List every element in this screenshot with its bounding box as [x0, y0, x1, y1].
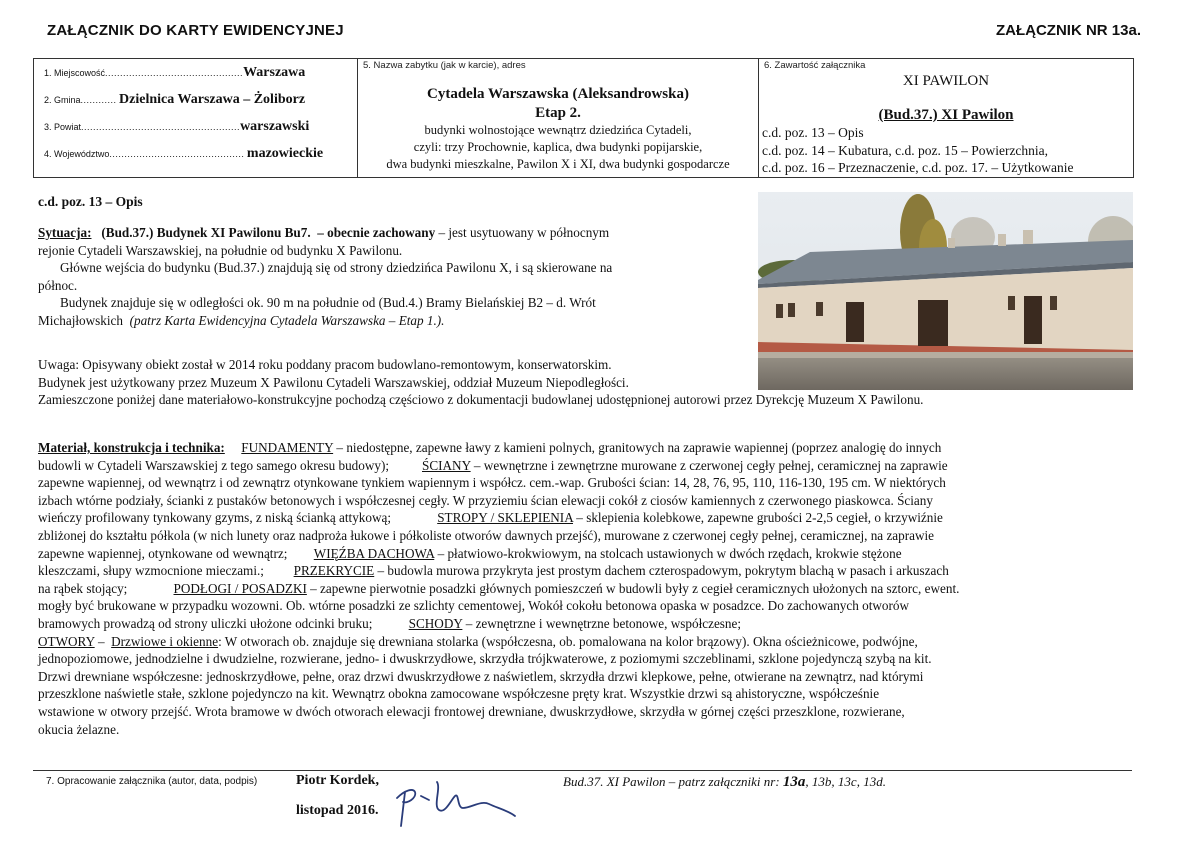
- footer-author: Piotr Kordek,: [296, 773, 379, 788]
- subheading: ŚCIANY: [422, 457, 471, 473]
- footer-date: listopad 2016.: [296, 803, 379, 818]
- monument-cell: [358, 59, 758, 177]
- footer-reference: Bud.37. XI Pawilon – patrz załączniki nr: 13a, 13b, 13c, 13d.: [563, 774, 886, 790]
- text-line: Główne wejścia do budynku (Bud.37.) znajdują się od strony dziedzińca Pawilonu X, i są skierowane na: [60, 260, 613, 276]
- subheading: STROPY / SKLEPIENIA: [437, 510, 573, 526]
- contents-cell: [759, 59, 1133, 177]
- text-line: izbach wtórne podziały, ścianki z pustaków betonowych i współczesnej cegły. W przyziemiu ścian elewacji cokół z ciosów kamiennych z czerwonego piaskowca. Ściany: [38, 492, 933, 508]
- subheading: PODŁOGI / POSADZKI: [173, 580, 307, 596]
- monument-desc: budynki wolnostojące wewnątrz dziedzińca Cytadeli,: [424, 123, 692, 137]
- contents-item: c.d. poz. 13 – Opis: [762, 125, 864, 140]
- text-line: Materiał, konstrukcja i technika: FUNDAMENTY – niedostępne, zapewne ławy z kamieni polnych, granitowych na zaprawie wapiennej (poprzez analogię do innych: [38, 440, 942, 455]
- contents-item: c.d. poz. 16 – Przeznaczenie, c.d. poz. 17. – Użytkowanie: [762, 160, 1074, 175]
- text-line: zapewne wapiennej, otynkowane od wewnątrz; WIĘŹBA DACHOWA – płatwiowo-krokwiowym, na stolcach ustawionych w dwóch rzędach, krokwie stężone: [38, 545, 902, 561]
- section-title: c.d. poz. 13 – Opis: [38, 194, 143, 209]
- building-title: (Bud.37.) XI Pawilon: [878, 107, 1014, 123]
- situation-label: Sytuacja:: [38, 225, 92, 240]
- text-line: Drzwi drewniane współczesne: jednoskrzydłowe, pełne, oraz drzwi dwuskrzydłowe z naświetlem, skrzydła drzwi klepkowe, pełne, otwierane na zewnątrz, nad którymi: [38, 668, 924, 684]
- monument-label: 5. Nazwa zabytku (jak w karcie), adres: [363, 60, 526, 71]
- subheading: OTWORY: [38, 633, 95, 649]
- pavilion-title: XI PAWILON: [902, 73, 990, 89]
- text-line: Michajłowskich (patrz Karta Ewidencyjna Cytadela Warszawska – Etap 1.).: [38, 312, 445, 328]
- text-line: mogły być brukowane w przypadku wozowni. Ob. wtórne posadzki ze szlichty cementowej, Wokół cokołu betonowa opaska w posadzce. Do zachowanych otworów: [38, 598, 910, 614]
- identification-table: [33, 58, 1134, 178]
- field-locality: 1. Miejscowość..............................................Warszawa: [44, 65, 306, 80]
- text-line: Sytuacja: (Bud.37.) Budynek XI Pawilonu Bu7. – obecnie zachowany – jest usytuowany w północnym: [38, 225, 610, 240]
- footer-label: 7. Opracowanie załącznika (autor, data, podpis): [46, 776, 258, 787]
- subheading: WIĘŹBA DACHOWA: [313, 545, 435, 561]
- subheading: SCHODY: [408, 615, 463, 631]
- field-county: 3. Powiat.....................................................warszawski: [44, 119, 310, 134]
- field-voivodeship: 4. Województwo............................................. mazowieckie: [44, 146, 324, 161]
- situation-status: – obecnie zachowany: [317, 225, 436, 240]
- text-line: OTWORY – Drzwiowe i okienne: W otworach ob. znajduje się drewniana stolarka (współczesna, ob. pomalowana na kolor brązowy). Okna ościeżnicowe, podwójne,: [38, 633, 918, 649]
- situation-text: [38, 224, 748, 330]
- subheading: Drzwiowe i okienne: [111, 633, 219, 649]
- text-line: na rąbek stojący; PODŁOGI / POSADZKI – zapewne pierwotnie posadzki głównych pomieszczeń w budowli były z cegieł ceramicznych ułożonych na sztorc, ewent.: [38, 580, 960, 596]
- contents-label: 6. Zawartość załącznika: [764, 60, 866, 71]
- monument-desc: dwa budynki mieszkalne, Pawilon X i XI, dwa budynki gospodarcze: [386, 157, 730, 171]
- text-line: zapewne wapiennej, od wewnątrz i od zewnątrz otynkowane tynkiem wapiennym i współcz. cem.-wap. Grubości ścian: 14, 28, 76, 95, 110, 116-130, 195 cm. W niektórych: [38, 475, 946, 491]
- attachment-number: ZAŁĄCZNIK NR 13a.: [995, 22, 1141, 39]
- text-line: zbliżonej do kształtu półkola (w nich lunety oraz nadproża łukowe i półkoliste otworów dawnych przejść), murowane z czerwonej cegły pełnej, ceramicznej, na zaprawie: [38, 527, 935, 543]
- text-line: północ.: [38, 277, 78, 293]
- text-line: Budynek jest użytkowany przez Muzeum X Pawilonu Cytadeli Warszawskiej, oddział Muzeum Niepodległości.: [38, 374, 629, 390]
- text-line: wieńczy profilowany tynkowany gzyms, z niską ścianką attykową; STROPY / SKLEPIENIA – sklepienia kolebkowe, zapewne grubości 2-2,5 cegieł, o krzywiźnie: [38, 510, 943, 526]
- signature-image: [385, 770, 525, 830]
- text-line: Zamieszczone poniżej dane materiałowo-konstrukcyjne pochodzą częściowo z dokumentacji budowlanej udostępnionej autorowi przez Dyrekcję Muzeum X Pawilonu.: [38, 392, 924, 408]
- text-line: rejonie Cytadeli Warszawskiej, na południe od budynku X Pawilonu.: [38, 242, 403, 258]
- text-line: Budynek znajduje się w odległości ok. 90 m na południe od (Bud.4.) Bramy Bielańskiej B2 – d. Wrót: [60, 295, 596, 311]
- subheading: FUNDAMENTY: [241, 440, 334, 455]
- text-line: bramowych prowadzą od strony uliczki ułożone odcinki bruku; SCHODY – zewnętrzne i wewnętrzne betonowe, współczesne;: [38, 615, 742, 631]
- material-text: [38, 439, 1123, 738]
- text-line: okucia żelazne.: [38, 721, 120, 737]
- page-title: ZAŁĄCZNIK DO KARTY EWIDENCYJNEJ: [47, 22, 344, 39]
- field-commune: 2. Gmina............ Dzielnica Warszawa – Żoliborz: [44, 92, 306, 107]
- text-line: budowli w Cytadeli Warszawskiej z tego samego okresu budowy); ŚCIANY – wewnętrzne i zewnętrzne murowane z czerwonej cegły pełnej, ceramicznej na zaprawie: [38, 457, 948, 473]
- text-line: jednopoziomowe, jednodzielne i dwudzielne, rozwierane, jedno- i dwuskrzydłowe, skrzydła trójkwaterowe, z poziomymi szczeblinami, szklone pojedynczą szybą na kit.: [38, 651, 932, 667]
- text-line: wstawione w otwory przejść. Wrota bramowe w dwóch otworach elewacji frontowej drewniane, dwuskrzydłowe, skrzydła w górnej części przeszklone, rozwierane,: [38, 703, 905, 719]
- monument-desc: czyli: trzy Prochownie, kaplica, dwa budynki popijarskie,: [413, 140, 703, 154]
- text-line: kleszczami, słupy wzmocnione mieczami.; PRZEKRYCIE – budowla murowa przykryta jest prostym dachem czterospadowym, pokrytym blachą w pasach i arkuszach: [38, 563, 949, 579]
- situation-lead: (Bud.37.) Budynek XI Pawilonu Bu7.: [101, 225, 311, 240]
- text-line: przeszklone naświetle stałe, szklone pojedynczo na kit. Wewnątrz obokna zamocowane współczesne pręty krat. Wszystkie drzwi są ahistoryczne, współcześnie: [38, 686, 880, 702]
- footer-divider: [33, 770, 1132, 771]
- material-title: Materiał, konstrukcja i technika:: [38, 440, 225, 455]
- monument-name: Cytadela Warszawska (Aleksandrowska): [427, 86, 689, 102]
- monument-stage: Etap 2.: [535, 105, 581, 121]
- text-line: Uwaga: Opisywany obiekt został w 2014 roku poddany pracom budowlano-remontowym, konserwatorskim.: [38, 357, 612, 372]
- contents-item: c.d. poz. 14 – Kubatura, c.d. poz. 15 – Powierzchnia,: [762, 143, 1049, 158]
- subheading: PRZEKRYCIE: [293, 563, 375, 579]
- note-text: [38, 356, 1138, 409]
